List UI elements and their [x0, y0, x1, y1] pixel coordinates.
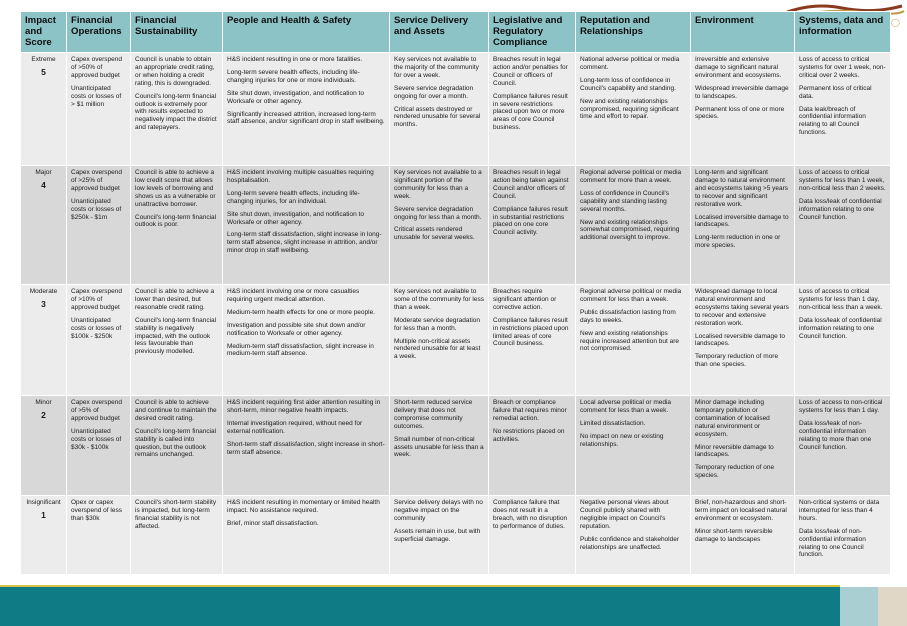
systems-data-cell — [795, 396, 891, 496]
header-environment: Environment — [691, 12, 795, 53]
cell-paragraph: No restrictions placed on activities. — [493, 427, 565, 443]
cell-paragraph: Unanticipated costs or losses of $100k - $250k — [71, 316, 122, 340]
cell-paragraph: Data loss/leak of non-confidential information relating to more than one Council function. — [799, 419, 872, 451]
cell-paragraph: Minor reversible damage to landscapes. — [695, 443, 774, 459]
header-reputation: Reputation and Relationships — [576, 12, 691, 53]
cell-paragraph: Small number of non-critical assets unusable for less than a week. — [394, 435, 484, 459]
cell-paragraph: Localised reversible damage to landscapes. — [695, 332, 785, 348]
cell-paragraph: Key services not available to a significant portion of the community for less than a week. — [394, 169, 482, 200]
people-safety-cell — [223, 496, 390, 575]
cell-paragraph: Unanticipated costs or losses of $30k - $100k — [71, 427, 122, 451]
cell-paragraph: Irreversible and extensive damage to significant natural environment and ecosystems. — [695, 56, 782, 79]
people-safety-cell — [223, 285, 390, 396]
cell-paragraph: Long-term loss of confidence in Council's capability and standing. — [580, 76, 676, 92]
logo-ring-icon: ◯ — [891, 18, 900, 27]
rating-score: 2 — [41, 409, 46, 420]
service-delivery-cell — [390, 496, 489, 575]
cell-paragraph: Site shut down, investigation, and notification to Worksafe or other agency. — [227, 89, 364, 105]
cell-paragraph: Widespread damage to local natural environment and ecosystems taking several years to recover and extensive restoration work. — [695, 288, 789, 327]
environment-cell — [691, 396, 795, 496]
systems-data-cell — [795, 496, 891, 575]
reputation-cell — [576, 396, 691, 496]
cell-paragraph: Public dissatisfaction lasting from days to weeks. — [580, 308, 676, 324]
impact-rating-cell — [21, 496, 67, 575]
service-delivery-cell — [390, 396, 489, 496]
cell-paragraph: Medium-term health effects for one or more people. — [227, 308, 376, 316]
cell-paragraph: Council is able to achieve a low credit score that allows low levels of borrowing and shows us as a vulnerable or unattractive borrower. — [135, 169, 216, 208]
table-row — [21, 285, 891, 396]
cell-paragraph: Service delivery delays with no negative impact on the community — [394, 499, 483, 522]
cell-paragraph: Data loss/leak of non-confidential information relating to one Council function. — [799, 527, 866, 559]
cell-paragraph: Short-term staff dissatisfaction, slight increase in short-term staff absence. — [227, 440, 385, 456]
cell-paragraph: National adverse political or media comment. — [580, 56, 680, 71]
legislative-cell — [489, 166, 576, 285]
header-impact-score: Impact and Score — [21, 12, 67, 53]
cell-paragraph: Unanticipated costs or losses of > $1 million — [71, 84, 122, 108]
financial-operations-cell — [67, 166, 131, 285]
cell-paragraph: Temporary reduction of one species. — [695, 464, 775, 480]
rating-score: 1 — [41, 509, 46, 520]
cell-paragraph: Data loss/leak of confidential information relating to one Council function. — [799, 316, 882, 340]
cell-paragraph: Minor short-term reversible damage to landscapes — [695, 527, 773, 543]
cell-paragraph: Regional adverse political or media comment for less than a week. — [580, 288, 682, 303]
cell-paragraph: Data loss/leak of confidential information relating to one Council function. — [799, 197, 882, 221]
cell-paragraph: H&S incident resulting in one or more fatalities. — [227, 56, 363, 63]
cell-paragraph: H&S incident involving one or more casualties requiring urgent medical attention. — [227, 288, 360, 303]
financial-sustainability-cell — [131, 53, 223, 166]
header-row — [21, 12, 891, 53]
cell-paragraph: Unanticipated costs or losses of $250k - $1m — [71, 197, 122, 221]
cell-paragraph: New and existing relationships compromised, requiring significant time and effort to repair. — [580, 97, 679, 121]
cell-paragraph: New and existing relationships require increased attention but are not compromised. — [580, 329, 680, 353]
cell-paragraph: Capex overspend of >50% of approved budget — [71, 56, 122, 79]
cell-paragraph: H&S incident resulting in momentary or limited health impact. No assistance required. — [227, 499, 380, 514]
financial-sustainability-cell — [131, 396, 223, 496]
header-financial-operations: Financial Operations — [67, 12, 131, 53]
cell-paragraph: Widespread irreversible damage to landscapes. — [695, 84, 789, 100]
financial-operations-cell — [67, 285, 131, 396]
rating-label: Minor — [35, 399, 52, 406]
financial-operations-cell — [67, 396, 131, 496]
cell-paragraph: No impact on new or existing relationships. — [580, 432, 664, 448]
cell-paragraph: H&S incident requiring first aider attention resulting in short-term, minor negative health impacts. — [227, 399, 381, 414]
cell-paragraph: Breaches require significant attention or corrective action. — [493, 288, 557, 311]
rating-score: 4 — [41, 179, 46, 190]
cell-paragraph: Data leak/breach of confidential information relating to all Council functions. — [799, 105, 866, 137]
cell-paragraph: Internal investigation required, without need for external notification. — [227, 419, 363, 435]
financial-sustainability-cell — [131, 496, 223, 575]
table-row — [21, 53, 891, 166]
reputation-cell — [576, 496, 691, 575]
cell-paragraph: Council's long-term financial stability is negatively impacted, with the outlook less favourable than previously modelled. — [135, 316, 217, 356]
footer-corner-accent — [878, 587, 907, 626]
cell-paragraph: Limited dissatisfaction. — [580, 419, 646, 427]
cell-paragraph: Loss of access to non-critical systems for less than 1 day. — [799, 399, 883, 414]
cell-paragraph: Loss of confidence in Council's capability and standing lasting several months. — [580, 189, 670, 213]
people-safety-cell — [223, 53, 390, 166]
rating-label: Insignificant — [26, 499, 61, 506]
rating-label: Extreme — [31, 56, 56, 63]
systems-data-cell — [795, 53, 891, 166]
cell-paragraph: H&S incident involving multiple casualties requiring hospitalisation. — [227, 169, 374, 184]
header-service-delivery: Service Delivery and Assets — [390, 12, 489, 53]
table-row — [21, 496, 891, 575]
impact-rating-cell — [21, 166, 67, 285]
impact-rating-cell — [21, 285, 67, 396]
cell-paragraph: Council's long-term financial outlook is extremely poor with results expected to negatively impact the district and ratepayers. — [135, 92, 217, 132]
cell-paragraph: Compliance failure that does not result in a breach, with no disruption to performance of duties. — [493, 499, 568, 530]
cell-paragraph: Permanent loss of critical data. — [799, 84, 872, 100]
cell-paragraph: Opex or capex overspend of less than $30k — [71, 499, 122, 522]
cell-paragraph: Compliance failures result in severe restrictions placed upon two or more areas of core Council business. — [493, 92, 568, 132]
rating-score: 3 — [41, 298, 46, 309]
cell-paragraph: Loss of access to critical systems for over 1 week, non-critical over 2 weeks. — [799, 56, 886, 79]
cell-paragraph: Site shut down, investigation, and notification to Worksafe or other agency. — [227, 210, 364, 226]
cell-paragraph: Assets remain in use, but with superficial damage. — [394, 527, 481, 543]
reputation-cell — [576, 285, 691, 396]
cell-paragraph: Severe service degradation ongoing for over a month. — [394, 84, 474, 100]
financial-sustainability-cell — [131, 285, 223, 396]
cell-paragraph: Capex overspend of >25% of approved budget — [71, 169, 122, 192]
cell-paragraph: Negative personal views about Council publicly shared with negligible impact on Council's reputation. — [580, 499, 669, 530]
cell-paragraph: Investigation and possible site shut down and/or notification to Worksafe or other agency. — [227, 321, 366, 337]
header-people-health-safety: People and Health & Safety — [223, 12, 390, 53]
cell-paragraph: Significantly increased attrition, increased long-term staff absence, and/or significant drop in staff wellbeing. — [227, 110, 385, 126]
cell-paragraph: Public confidence and stakeholder relationships are unaffected. — [580, 535, 680, 551]
cell-paragraph: Key services not available to some of the community for less than a week. — [394, 288, 484, 311]
legislative-cell — [489, 53, 576, 166]
financial-operations-cell — [67, 496, 131, 575]
cell-paragraph: Local adverse political or media comment for less than a week. — [580, 399, 672, 414]
cell-paragraph: Regional adverse political or media comment for more than a week. — [580, 169, 682, 184]
people-safety-cell — [223, 166, 390, 285]
environment-cell — [691, 53, 795, 166]
cell-paragraph: Moderate service degradation for less than a month. — [394, 316, 480, 332]
people-safety-cell — [223, 396, 390, 496]
cell-paragraph: Council's long-term financial stability is called into question, but the outlook remains unchanged. — [135, 427, 217, 459]
environment-cell — [691, 285, 795, 396]
risk-impact-matrix — [20, 11, 891, 575]
rating-score: 5 — [41, 66, 46, 77]
cell-paragraph: Key services not available to the majority of the community for over a week. — [394, 56, 479, 79]
cell-paragraph: Multiple non-critical assets rendered unusable for at least a week. — [394, 337, 481, 361]
reputation-cell — [576, 53, 691, 166]
cell-paragraph: Brief, non-hazardous and short-term impact on localised natural environment or ecosystem. — [695, 499, 787, 522]
environment-cell — [691, 166, 795, 285]
header-systems-data: Systems, data and information — [795, 12, 891, 53]
cell-paragraph: Severe service degradation ongoing for less than a month. — [394, 205, 482, 221]
footer-bar — [0, 587, 840, 626]
cell-paragraph: Council is able to achieve a lower than desired, but reasonable credit rating. — [135, 288, 215, 311]
cell-paragraph: Long-term severe health effects, including life-changing injuries, for an individual. — [227, 189, 360, 205]
cell-paragraph: Permanent loss of one or more species. — [695, 105, 785, 121]
cell-paragraph: Breaches result in legal action being taken against Council and/or officers of Council. — [493, 169, 569, 200]
cell-paragraph: Council is able to achieve and continue to maintain the desired credit rating. — [135, 399, 217, 422]
cell-paragraph: Brief, minor staff dissatisfaction. — [227, 519, 319, 527]
cell-paragraph: Critical assets destroyed or rendered unusable for several months. — [394, 105, 481, 129]
cell-paragraph: New and existing relationships somewhat compromised, requiring additional oversight to improve. — [580, 218, 680, 242]
table-row — [21, 166, 891, 285]
legislative-cell — [489, 396, 576, 496]
cell-paragraph: Compliance failures result in restrictions placed upon limited areas of core Council business. — [493, 316, 569, 348]
systems-data-cell — [795, 285, 891, 396]
cell-paragraph: Council's long-term financial outlook is poor. — [135, 213, 217, 229]
systems-data-cell — [795, 166, 891, 285]
cell-paragraph: Breaches result in legal action and/or penalties for Council or officers of Council. — [493, 56, 568, 87]
cell-paragraph: Critical assets rendered unusable for several weeks. — [394, 226, 475, 242]
cell-paragraph: Council is unable to obtain an appropriate credit rating, or when holding a credit rating, this is downgraded. — [135, 56, 215, 87]
environment-cell — [691, 496, 795, 575]
cell-paragraph: Temporary reduction of more than one species. — [695, 353, 779, 369]
service-delivery-cell — [390, 53, 489, 166]
service-delivery-cell — [390, 166, 489, 285]
cell-paragraph: Localised irreversible damage to landscapes. — [695, 213, 789, 229]
legislative-cell — [489, 285, 576, 396]
header-legislative-compliance: Legislative and Regulatory Compliance — [489, 12, 576, 53]
reputation-cell — [576, 166, 691, 285]
financial-operations-cell — [67, 53, 131, 166]
financial-sustainability-cell — [131, 166, 223, 285]
cell-paragraph: Compliance failures result in substantial restrictions placed on one core Council activity. — [493, 205, 568, 237]
cell-paragraph: Minor damage including temporary pollution or contamination of localised natural environment or ecosystem. — [695, 399, 770, 438]
cell-paragraph: Medium-term staff dissatisfaction, slight increase in medium-term staff absence. — [227, 342, 374, 358]
cell-paragraph: Capex overspend of >10% of approved budget — [71, 288, 122, 311]
rating-label: Major — [35, 169, 52, 176]
cell-paragraph: Loss of access to critical systems for less than 1 week, non-critical less than 2 weeks. — [799, 169, 886, 192]
rating-label: Moderate — [29, 288, 58, 295]
cell-paragraph: Council's short-term stability is impacted, but long-term financial stability is not affected. — [135, 499, 217, 530]
cell-paragraph: Short-term reduced service delivery that does not compromise community outcomes. — [394, 399, 473, 430]
table-row — [21, 396, 891, 496]
cell-paragraph: Loss of access to critical systems for less than 1 day, non-critical less than a week. — [799, 288, 883, 311]
header-financial-sustainability: Financial Sustainability — [131, 12, 223, 53]
cell-paragraph: Non-critical systems or data interrupted for less than 4 hours. — [799, 499, 880, 522]
impact-rating-cell — [21, 53, 67, 166]
legislative-cell — [489, 496, 576, 575]
cell-paragraph: Long-term staff dissatisfaction, slight increase in long-term staff absence, slight increase in attrition, and/or minor drop in staff wellbeing. — [227, 231, 382, 255]
impact-rating-cell — [21, 396, 67, 496]
service-delivery-cell — [390, 285, 489, 396]
cell-paragraph: Long-term and significant damage to natural environment and ecosystems taking >5 years to recover and significant restorative work. — [695, 169, 789, 208]
cell-paragraph: Breach or compliance failure that requires minor remedial action. — [493, 399, 567, 422]
cell-paragraph: Long-term reduction in one or more species. — [695, 234, 781, 250]
cell-paragraph: Long-term severe health effects, including life-changing injuries for one or more individuals. — [227, 68, 360, 84]
cell-paragraph: Capex overspend of >5% of approved budget — [71, 399, 122, 422]
